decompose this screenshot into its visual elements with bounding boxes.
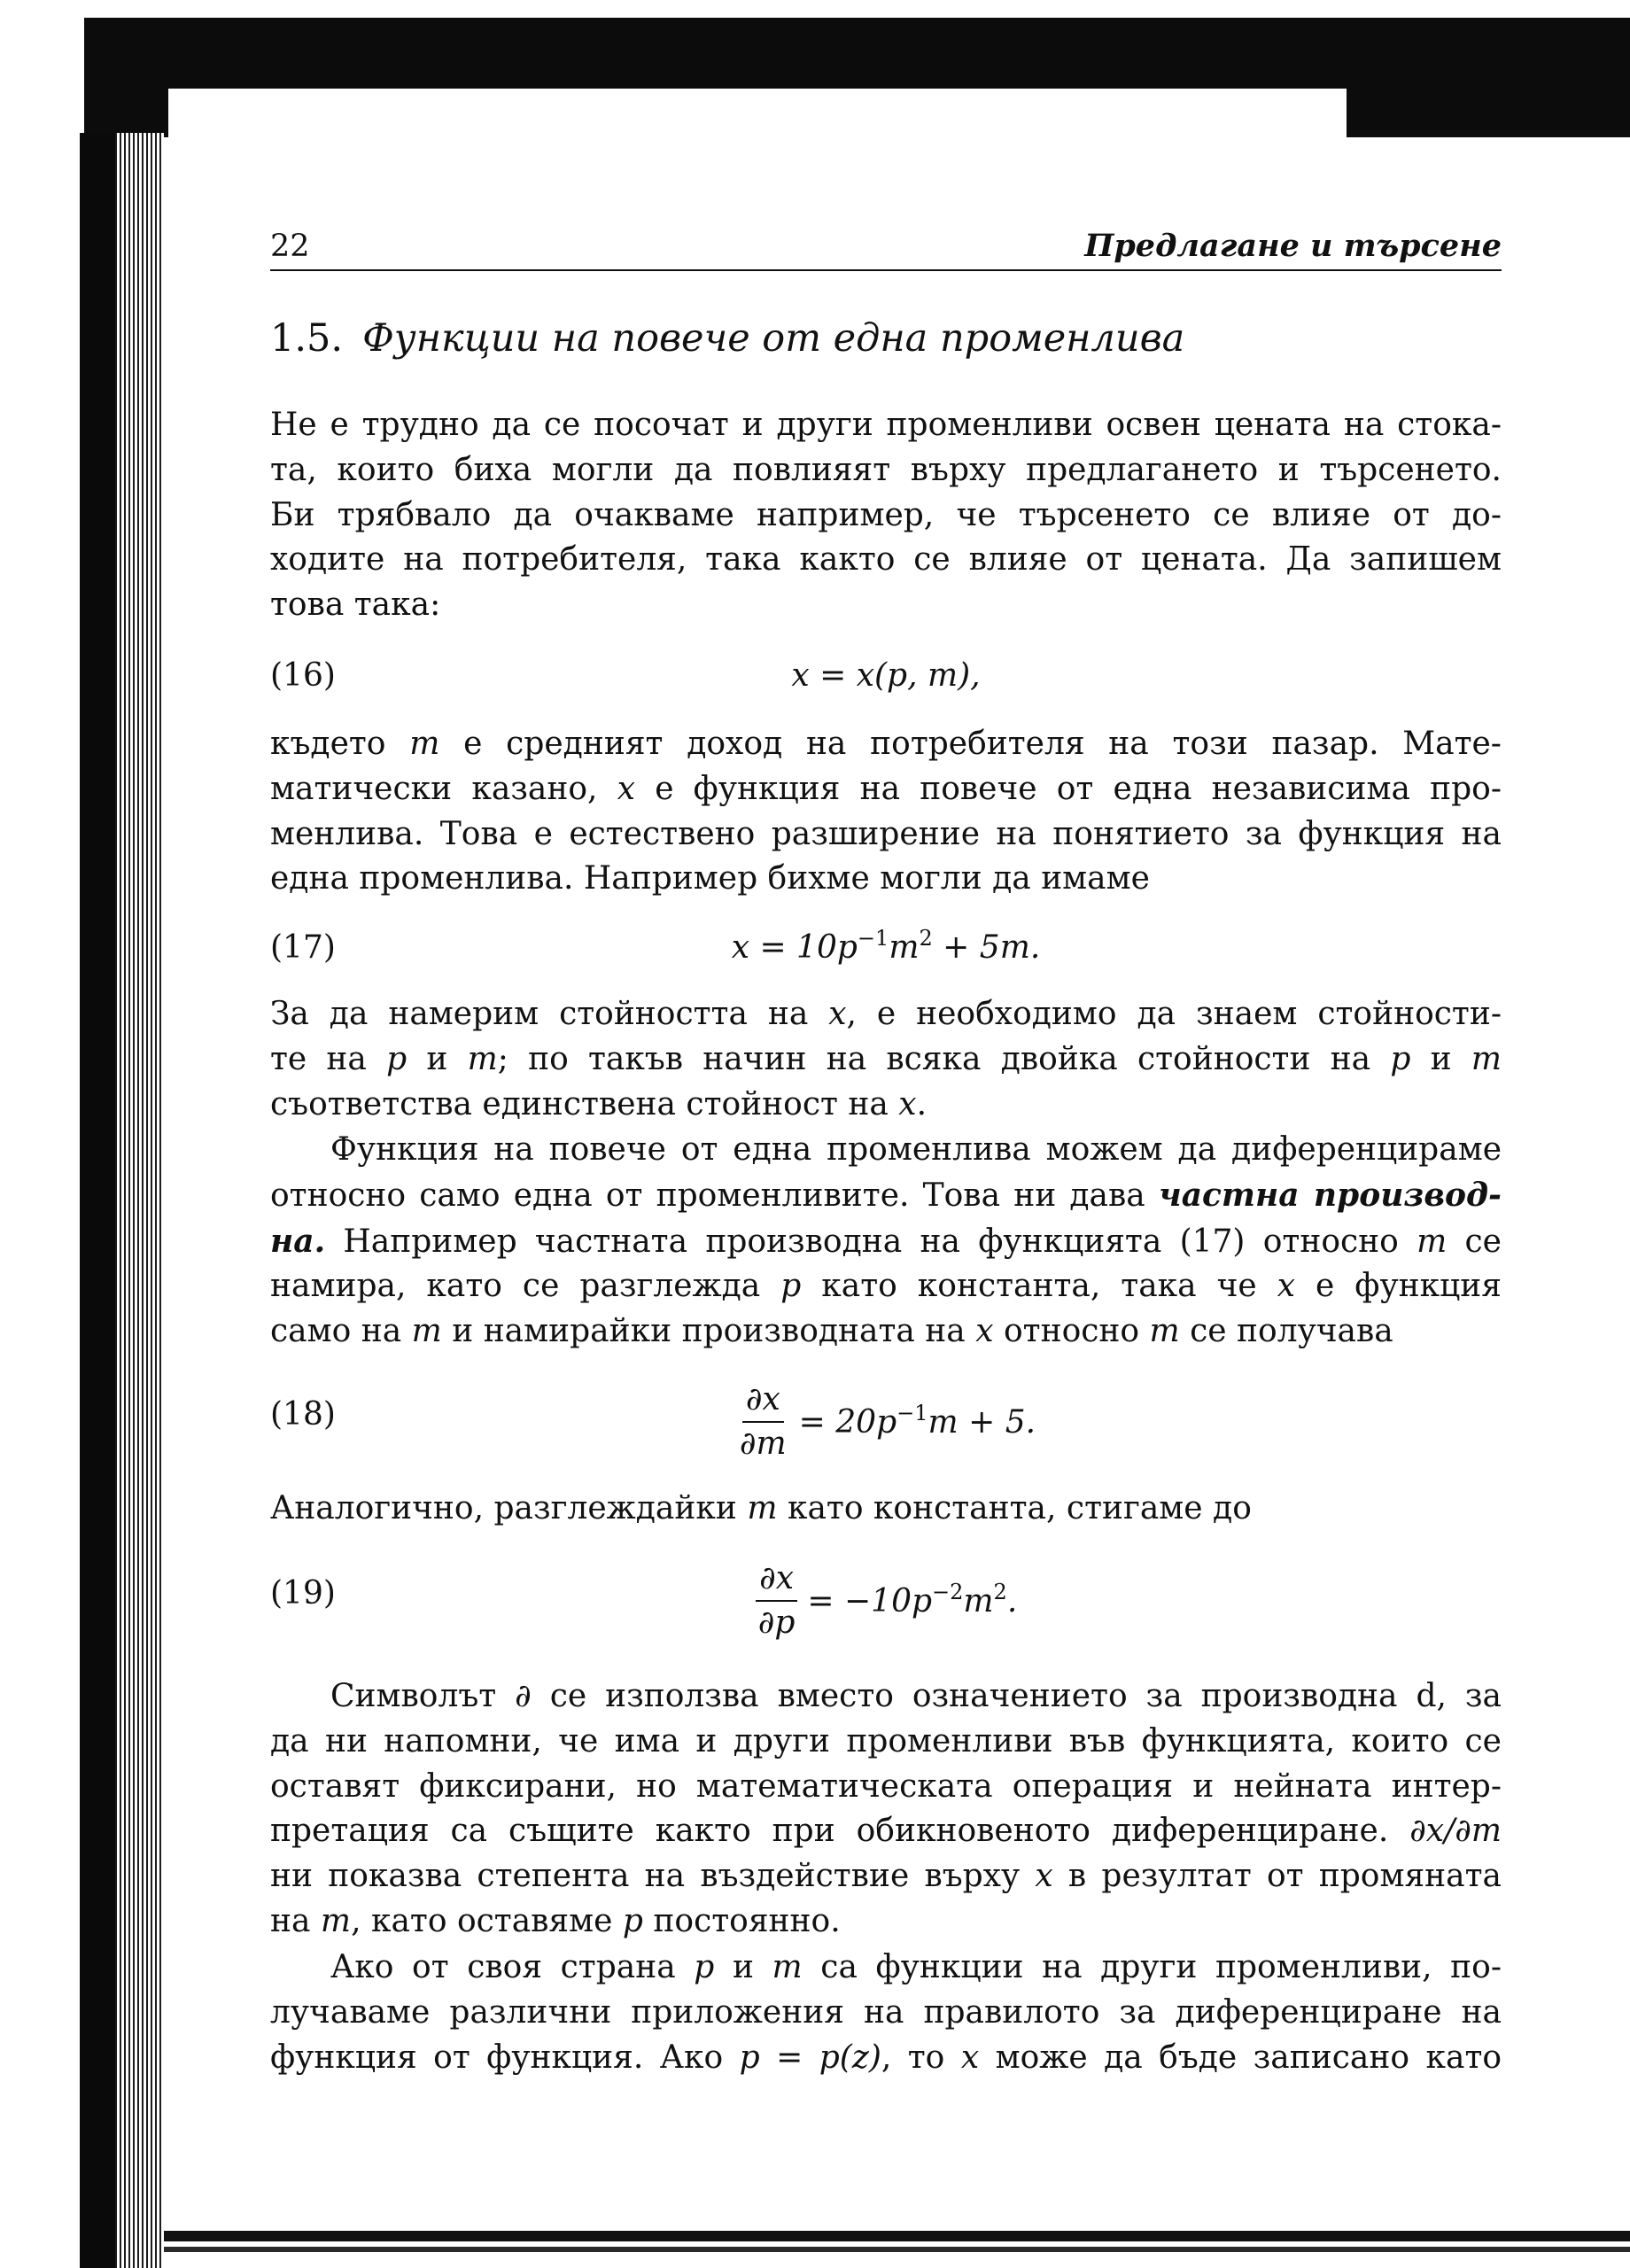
section-number: 1.5. bbox=[270, 316, 344, 361]
text-line: Аналогично, разглеждайки m като константа, стигаме до bbox=[270, 1490, 1252, 1526]
running-title: Предлагане и търсене bbox=[1084, 228, 1502, 264]
text-line: една променлива. Например бихме могли да имаме bbox=[270, 860, 1150, 897]
text-line: лучаваме различни приложения на правилото за диференциране на bbox=[270, 1993, 1502, 2031]
equation-number: (19) bbox=[270, 1575, 336, 1612]
equation-formula: $\frac{\partial x}{\partial p}$ = $-10p^{-2}m^2$. bbox=[270, 1552, 1502, 1650]
book-spine bbox=[71, 133, 164, 2268]
equation-16 bbox=[270, 649, 1502, 703]
text-line: функция от функция. Ако p = p(z), то x може да бъде записано като bbox=[270, 2039, 1502, 2076]
paragraph-6 bbox=[270, 1674, 1502, 1945]
paragraph-5 bbox=[270, 1487, 1502, 1532]
text-line: Функция на повече от една променлива можем да диференцираме bbox=[330, 1131, 1502, 1168]
equation-18 bbox=[270, 1373, 1502, 1471]
equation-19 bbox=[270, 1552, 1502, 1650]
text-line: Символът ∂ се използва вместо означението за производна d, за bbox=[330, 1678, 1502, 1714]
equation-number: (18) bbox=[270, 1396, 336, 1433]
text-line: те на p и m; по такъв начин на всяка двойка стойности на p и m bbox=[270, 1040, 1502, 1077]
text-line: да ни напомни, че има и други променливи във функцията, които се bbox=[270, 1722, 1502, 1759]
text-line: ни показва степента на въздействие върху x в резултат от промяната bbox=[270, 1858, 1502, 1895]
text-line: оставят фиксирани, но математическата операция и нейната интер- bbox=[270, 1767, 1502, 1805]
text-line: претация са същите както при обикновеното диференциране. ∂x/∂m bbox=[270, 1813, 1502, 1850]
text-line: относно само една от променливите. Това ни дава частна производ- bbox=[270, 1176, 1502, 1214]
text-line: матически казано, x е функция на повече от една независима про- bbox=[270, 770, 1502, 807]
paragraph-2 bbox=[270, 722, 1502, 902]
spine-page-edges bbox=[115, 133, 164, 2268]
page-number: 22 bbox=[270, 229, 310, 264]
scan-top-border bbox=[0, 0, 1630, 137]
text-line: та, които биха могли да повлияят върху предлагането и търсенето. bbox=[270, 451, 1502, 488]
scan-bottom-margin bbox=[164, 2241, 1630, 2268]
text-line: съответства единствена стойност на x. bbox=[270, 1085, 928, 1122]
equation-17 bbox=[270, 921, 1502, 975]
running-header bbox=[270, 223, 1502, 271]
text-line: само на m и намирайки производната на x относно m се получава bbox=[270, 1313, 1393, 1350]
text-line: менлива. Това е естествено разширение на понятието за функция на bbox=[270, 815, 1502, 852]
paragraph-4 bbox=[270, 1128, 1502, 1355]
equation-formula: x = x(p, m), bbox=[791, 657, 981, 694]
partial-fraction: $\frac{\partial x}{\partial m}$ bbox=[736, 1379, 790, 1465]
text-line: ходите на потребителя, така както се влияе от цената. Да запишем bbox=[270, 541, 1502, 579]
text-line: на. Например частната производна на функцията (17) относно m се bbox=[270, 1222, 1502, 1260]
text-line: Ако от своя страна p и m са функции на други променливи, по- bbox=[330, 1949, 1502, 1985]
text-line: Би трябвало да очакваме например, че търсенето се влияе от до- bbox=[270, 496, 1502, 533]
equation-formula: $\frac{\partial x}{\partial m}$ = $20p^{-1}m + 5$. bbox=[270, 1373, 1502, 1471]
text-line: където m е средният доход на потребителя на този пазар. Мате- bbox=[270, 726, 1502, 762]
text-line: това така: bbox=[270, 586, 441, 624]
scan-edge-notch bbox=[168, 89, 1347, 137]
partial-fraction: $\frac{\partial x}{\partial p}$ bbox=[755, 1557, 799, 1644]
paragraph-7 bbox=[270, 1946, 1502, 2080]
section-heading bbox=[270, 312, 1184, 365]
scan-bottom-stripe bbox=[164, 2247, 1630, 2252]
text-line: намира, като се разглежда p като константа, така че x е функция bbox=[270, 1268, 1502, 1305]
text-line: на m, като оставяме p постоянно. bbox=[270, 1902, 841, 1939]
paragraph-1 bbox=[270, 403, 1502, 628]
section-title: Функции на повече от една променлива bbox=[362, 316, 1185, 361]
equation-formula: $x = 10p^{-1}m^2 + 5m$. bbox=[731, 926, 1041, 966]
scan-bottom-edge bbox=[164, 2231, 1630, 2241]
equation-number: (16) bbox=[270, 657, 336, 694]
spine-shadow bbox=[80, 133, 115, 2268]
text-line: Не е трудно да се посочат и други променливи освен цената на стока- bbox=[270, 407, 1502, 443]
equation-number: (17) bbox=[270, 929, 336, 966]
text-line: За да намерим стойността на x, е необходимо да знаем стойности- bbox=[270, 996, 1502, 1032]
paragraph-3 bbox=[270, 992, 1502, 1127]
